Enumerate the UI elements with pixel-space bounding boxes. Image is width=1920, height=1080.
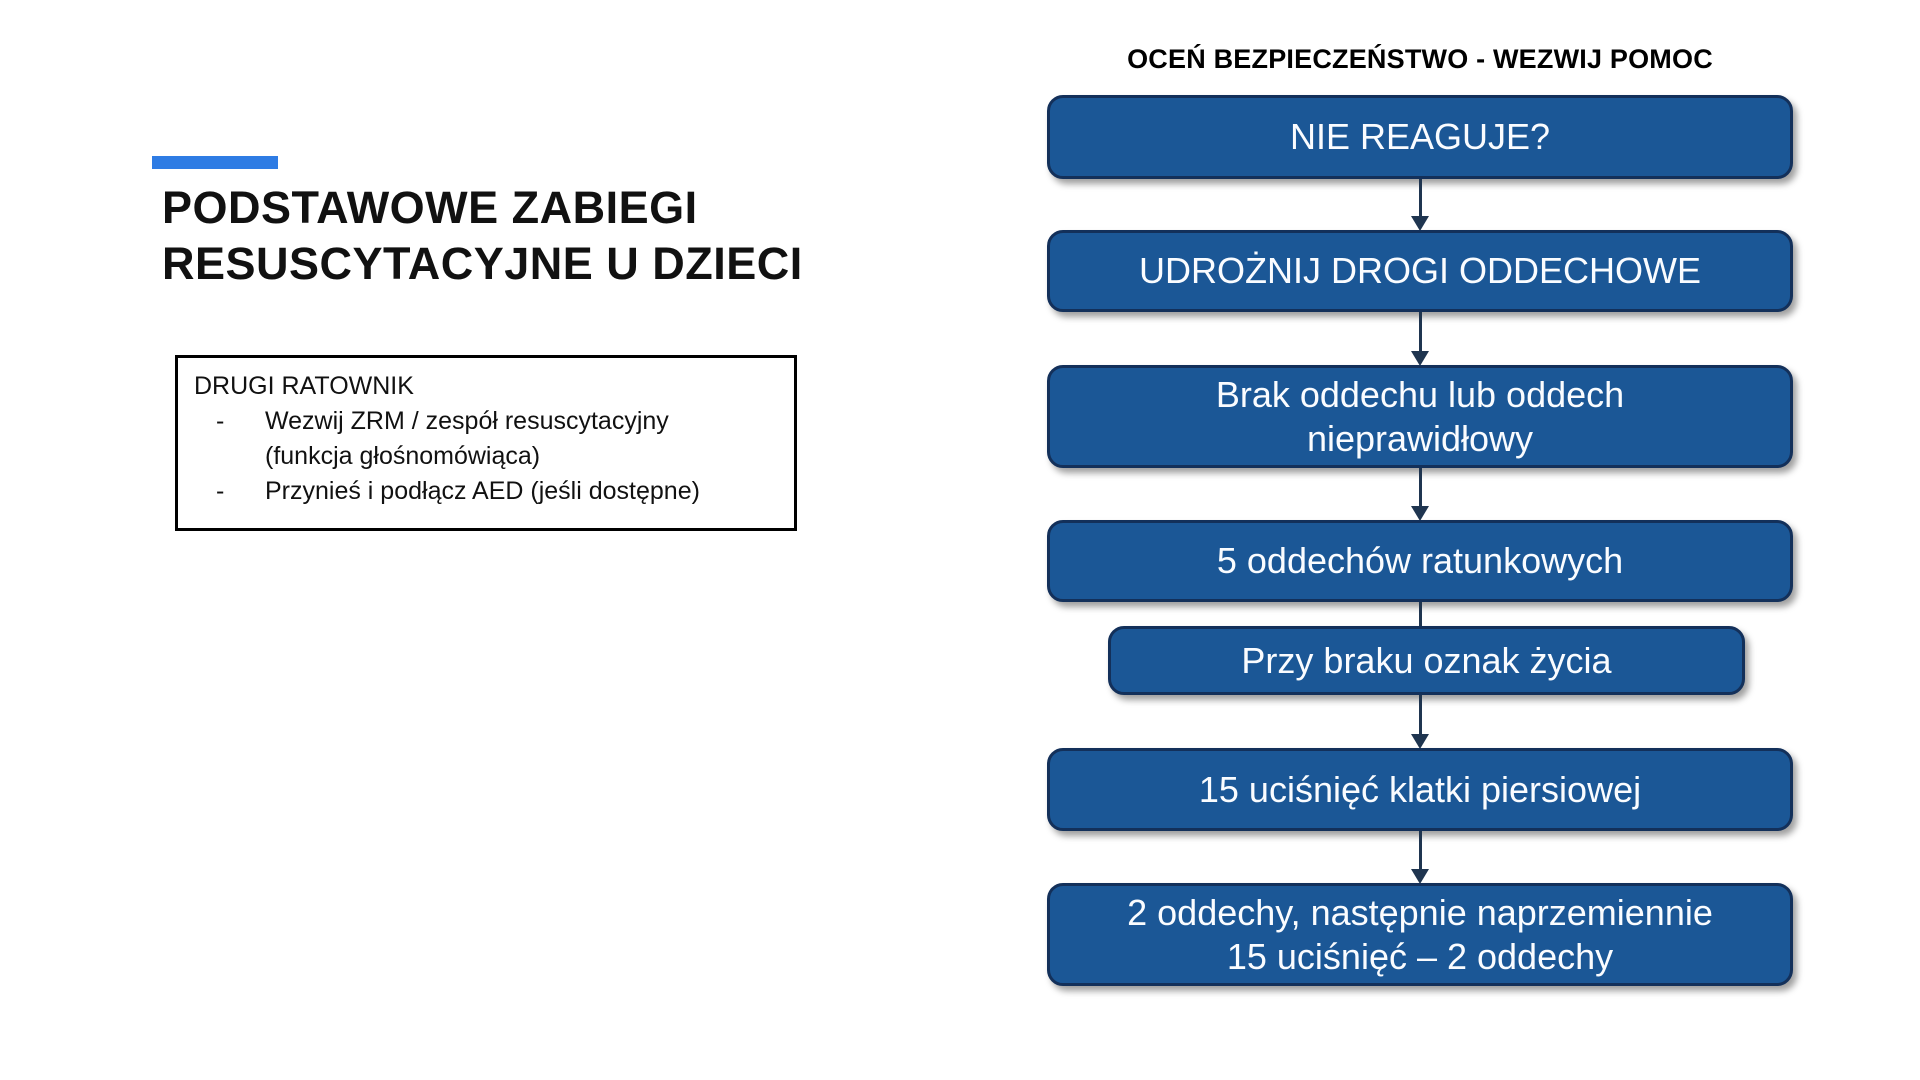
list-item-line: (funkcja głośnomówiąca)	[265, 442, 541, 470]
flow-step-line: Brak oddechu lub oddech	[1215, 373, 1625, 415]
flowchart-header: OCEŃ BEZPIECZEŃSTWO - WEZWIJ POMOC	[1127, 44, 1713, 74]
flow-step-line: 15 uciśnięć – 2 oddechy	[1226, 935, 1614, 977]
dash-bullet: -	[216, 477, 225, 505]
flow-step-2-oddechy	[1047, 883, 1793, 986]
slide-title-line-2: RESUSCYTACYJNE U DZIECI	[162, 238, 803, 289]
slide-title	[162, 180, 922, 292]
list-item-line: Przynieś i podłącz AED (jeśli dostępne)	[265, 477, 700, 505]
flow-step-line: 5 oddechów ratunkowych	[1216, 540, 1624, 581]
flow-step-line: 15 uciśnięć klatki piersiowej	[1198, 768, 1642, 810]
slide-title-line-1: PODSTAWOWE ZABIEGI	[162, 182, 698, 233]
flow-step-udroznij-drogi	[1047, 230, 1793, 312]
flow-step-line: UDROŻNIJ DROGI ODDECHOWE	[1139, 250, 1701, 291]
arrow-down-icon	[1419, 179, 1422, 216]
second-rescuer-box	[175, 355, 797, 531]
flow-step-line: 2 oddechy, następnie naprzemiennie	[1127, 891, 1713, 933]
flow-step-brak-oddechu	[1047, 365, 1793, 468]
flow-step-line: Przy braku oznak życia	[1241, 639, 1612, 681]
list-item	[194, 474, 780, 509]
arrow-down-icon	[1419, 831, 1422, 869]
flow-step-line: nieprawidłowy	[1306, 417, 1534, 459]
second-rescuer-heading: DRUGI RATOWNIK	[194, 372, 414, 400]
flow-step-nie-reaguje	[1047, 95, 1793, 179]
list-item-line: Wezwij ZRM / zespół resuscytacyjny	[265, 407, 669, 435]
flow-step-brak-oznak-zycia	[1108, 626, 1745, 695]
accent-bar	[152, 156, 278, 169]
connector-line	[1419, 602, 1422, 626]
flow-step-15-ucisniec	[1047, 748, 1793, 831]
list-item	[194, 404, 780, 474]
arrow-down-icon	[1419, 695, 1422, 734]
arrow-down-icon	[1419, 468, 1422, 506]
flow-step-line: NIE REAGUJE?	[1289, 116, 1551, 157]
flow-step-5-oddechow	[1047, 520, 1793, 602]
arrow-down-icon	[1419, 312, 1422, 351]
dash-bullet: -	[216, 407, 225, 435]
